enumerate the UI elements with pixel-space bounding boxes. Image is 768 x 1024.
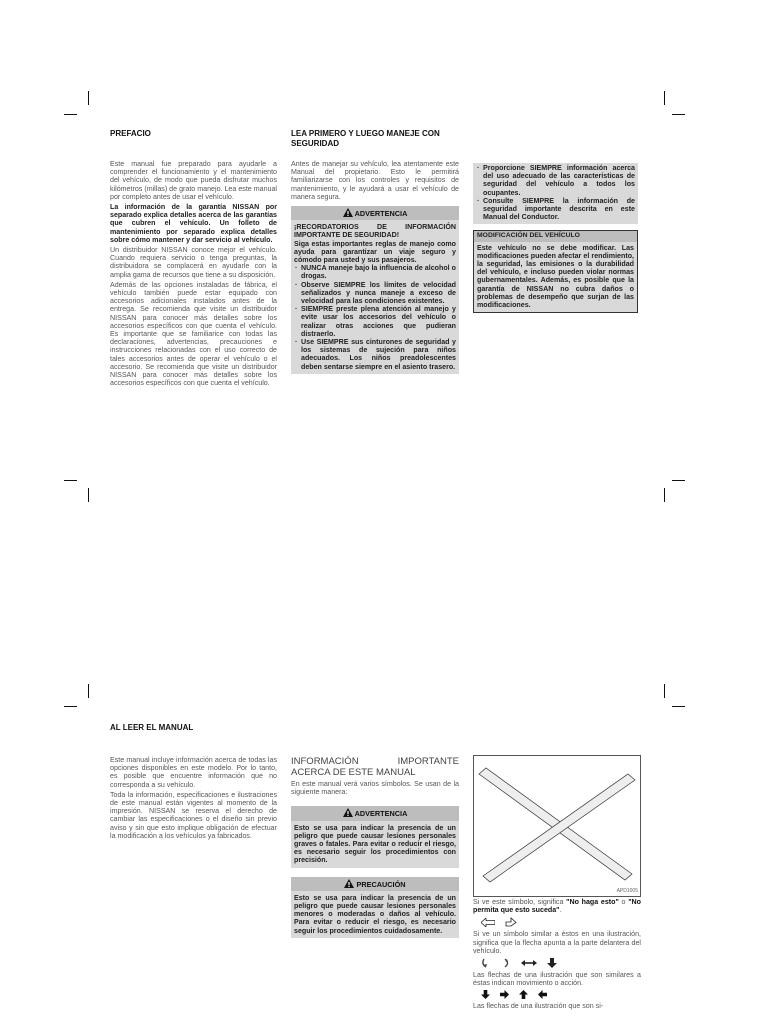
paragraph: Además de las opciones instaladas de fábrica, el vehículo también puede estar equipado con accesorios adicionales instalados antes de la entrega. Se recomienda que visite un distribuidor NISSAN para conocer más detalles sobre los accesorios específicos con que cuenta el vehículo. Es importante que se familiarice con todas las declaraciones, advertencias, precauciones e instrucciones relacionadas con el uso correcto de tales accesorios antes de operar el vehículo o el accesorio. Se recomienda que visite un distribuidor NISSAN para conocer más detalles sobre los accesorios específicos con que cuenta el vehículo. [110, 280, 277, 388]
warning-text: Esto se usa para indicar la presencia de un peligro que puede causar lesiones personales graves o fatales. Para evitar o reducir el riesgo, es necesario seguir los procedimientos con precisión. [294, 823, 456, 865]
paragraph: Un distribuidor NISSAN conoce mejor el vehículo. Cuando requiera servicio o tenga preguntas, la distribuidora se complacerá en ayudarle con la amplia gama de recursos que tiene a su disposición. [110, 246, 277, 279]
crop-mark [672, 706, 685, 707]
paragraph: Toda la información, especificaciones e ilustraciones de este manual están vigentes al momento de la impresión. NISSAN se reserva el derecho de cambiar las especificaciones o el diseño sin previo aviso y sin que esto implique obligación de efectuar la modificación a los vehículos ya fabricados. [110, 790, 277, 840]
crop-mark [88, 488, 89, 502]
warning-item: · Proporcione SIEMPRE información acerca del uso adecuado de las características de seguridad del vehículo a todos los ocupantes. [476, 164, 635, 197]
caution-text: Esto se usa para indicar la presencia de un peligro que puede causar lesiones personales menores o moderadas o daños al vehículo. Para evitar o reducir el riesgo, es necesario seguir los procedimientos cuidadosamente. [294, 893, 456, 935]
warning-box [291, 806, 459, 867]
warning-icon [343, 808, 353, 817]
modification-text: Este vehículo no se debe modificar. Las modificaciones pueden afectar el rendimiento, la seguridad, las emisiones o la durabilidad del vehículo, e incluso pueden violar normas gubernamentales. Además, es posible que la garantía de NISSAN no cubra daños o problemas de desempeño que surjan de las modificaciones. [477, 243, 634, 310]
caution-title-text: PRECAUCIÓN [356, 879, 406, 889]
x-symbol-icon [474, 756, 640, 896]
warning-item: · SIEMPRE preste plena atención al manejo y evite usar los accesorios del vehículo o realizar otras acciones que pudieran distraerlo. [294, 305, 456, 338]
crop-mark [664, 488, 665, 502]
warning-box-continued [473, 163, 638, 224]
crop-mark [64, 706, 77, 707]
warning-item: · Consulte SIEMPRE la información de seguridad importante descrita en este Manual del Conductor. [476, 197, 635, 222]
crop-mark [672, 480, 685, 481]
warning-title-text: ADVERTENCIA [354, 809, 408, 819]
symbols-column [291, 756, 459, 938]
paragraph-warranty: La información de la garantía NISSAN por separado explica detalles acerca de las garantías que cubren el vehículo. Un folleto de mantenimiento por separado explica detalles sobre cómo mantener y dar servicio al vehículo. [110, 203, 277, 244]
modification-box [473, 230, 638, 313]
paragraph: En este manual verá varios símbolos. Se usan de la siguiente manera: [291, 780, 459, 797]
crop-mark [64, 480, 77, 481]
section-heading-al-leer: AL LEER EL MANUAL [110, 723, 194, 732]
motion-arrows [481, 958, 641, 968]
arrow-left-outline-icon [481, 918, 495, 927]
crop-mark [88, 684, 89, 698]
text: o [618, 898, 629, 906]
arrow-up-right-outline-icon [505, 917, 517, 927]
curved-arrow-icon [501, 958, 511, 968]
quote-no-permita: "No permita que esto suceda" [473, 898, 642, 915]
warning-intro: ¡RECORDATORIOS DE INFORMACIÓN IMPORTANTE DE SEGURIDAD! [294, 223, 456, 240]
modification-title: MODIFICACIÓN DEL VEHÍCULO [474, 231, 637, 241]
arrow-up-icon [519, 990, 528, 999]
arrow-left-icon [538, 990, 547, 999]
text: Si ve este símbolo, significa [473, 898, 567, 906]
warning-item: · Use SIEMPRE sus cinturones de seguridad y los sistemas de sujeción para niños adecuados. Los niños preadolescentes deben sentarse siempre en el asiento trasero. [294, 338, 456, 371]
caution-box-title [291, 877, 459, 891]
arrow-down-icon [481, 990, 490, 999]
warning-paragraph: Siga estas importantes reglas de manejo como ayuda para garantizar un viaje seguro y cómodo para usted y sus pasajeros. [294, 239, 456, 265]
crop-mark [664, 684, 665, 698]
crop-mark [88, 91, 89, 105]
crop-mark [672, 114, 685, 115]
paragraph: Si ve un símbolo similar a éstos en una ilustración, significa que la flecha apunta a la parte delantera del vehículo. [473, 930, 641, 955]
quote-no-haga: "No haga esto" [566, 898, 619, 906]
crop-mark [64, 114, 77, 115]
image-code: APD1005 [616, 888, 638, 894]
al-leer-column [110, 756, 277, 842]
warning-list [294, 264, 456, 371]
crop-mark [664, 91, 665, 105]
paragraph: Las flechas de una ilustración que son similares a éstas indican movimiento o acción. [473, 971, 641, 988]
paragraph: Las flechas de una ilustración que son si- [473, 1002, 604, 1011]
text: . [559, 906, 562, 915]
lea-primero-column [291, 160, 459, 374]
action-arrows [481, 990, 641, 999]
warning-list [476, 164, 635, 221]
warning-box [291, 206, 459, 374]
caution-box [291, 877, 459, 938]
do-not-illustration [473, 755, 641, 897]
paragraph: Antes de manejar su vehículo, lea atentamente este Manual del propietario. Esto le permitirá familiarizarse con los controles y requisitos de mantenimiento, y le ayudará a usar el vehículo de manera segura. [291, 160, 459, 201]
warning-item: · NUNCA maneje bajo la influencia de alcohol o drogas. [294, 264, 456, 280]
subtitle-important-info: INFORMACIÓN IMPORTANTE ACERCA DE ESTE MANUAL [291, 756, 459, 778]
curved-arrow-icon [481, 958, 491, 968]
caution-icon [344, 879, 354, 888]
paragraph: Este manual incluye información acerca de todas las opciones disponibles en este modelo. Por lo tanto, es posible que encuentre información que no corresponda a su vehículo. [110, 756, 277, 789]
paragraph-no-haga [473, 898, 641, 914]
warning-box-title [291, 806, 459, 820]
warning-box-title [291, 206, 459, 220]
warning-icon [343, 208, 353, 217]
section-heading-lea-primero: LEA PRIMERO Y LUEGO MANEJE CON SEGURIDAD [291, 129, 440, 148]
arrow-down-icon [547, 958, 557, 968]
double-arrow-icon [521, 959, 537, 967]
symbols-explanation-column [473, 898, 641, 1013]
section-heading-prefacio: PREFACIO [110, 129, 151, 138]
front-arrows [481, 917, 641, 927]
arrow-right-icon [500, 990, 509, 999]
prefacio-column [110, 160, 277, 389]
warning-item: · Observe SIEMPRE los límites de velocidad señalizados y nunca maneje a exceso de velocidad para las condiciones existentes. [294, 281, 456, 306]
paragraph: Este manual fue preparado para ayudarle a comprender el funcionamiento y el mantenimiento del vehículo, de modo que pueda disfrutar muchos kilómetros (millas) de grato manejo. Lea este manual por completo antes de usar el vehículo. [110, 160, 277, 201]
warning-title-text: ADVERTENCIA [354, 209, 408, 219]
safety-column-continued [473, 163, 638, 313]
